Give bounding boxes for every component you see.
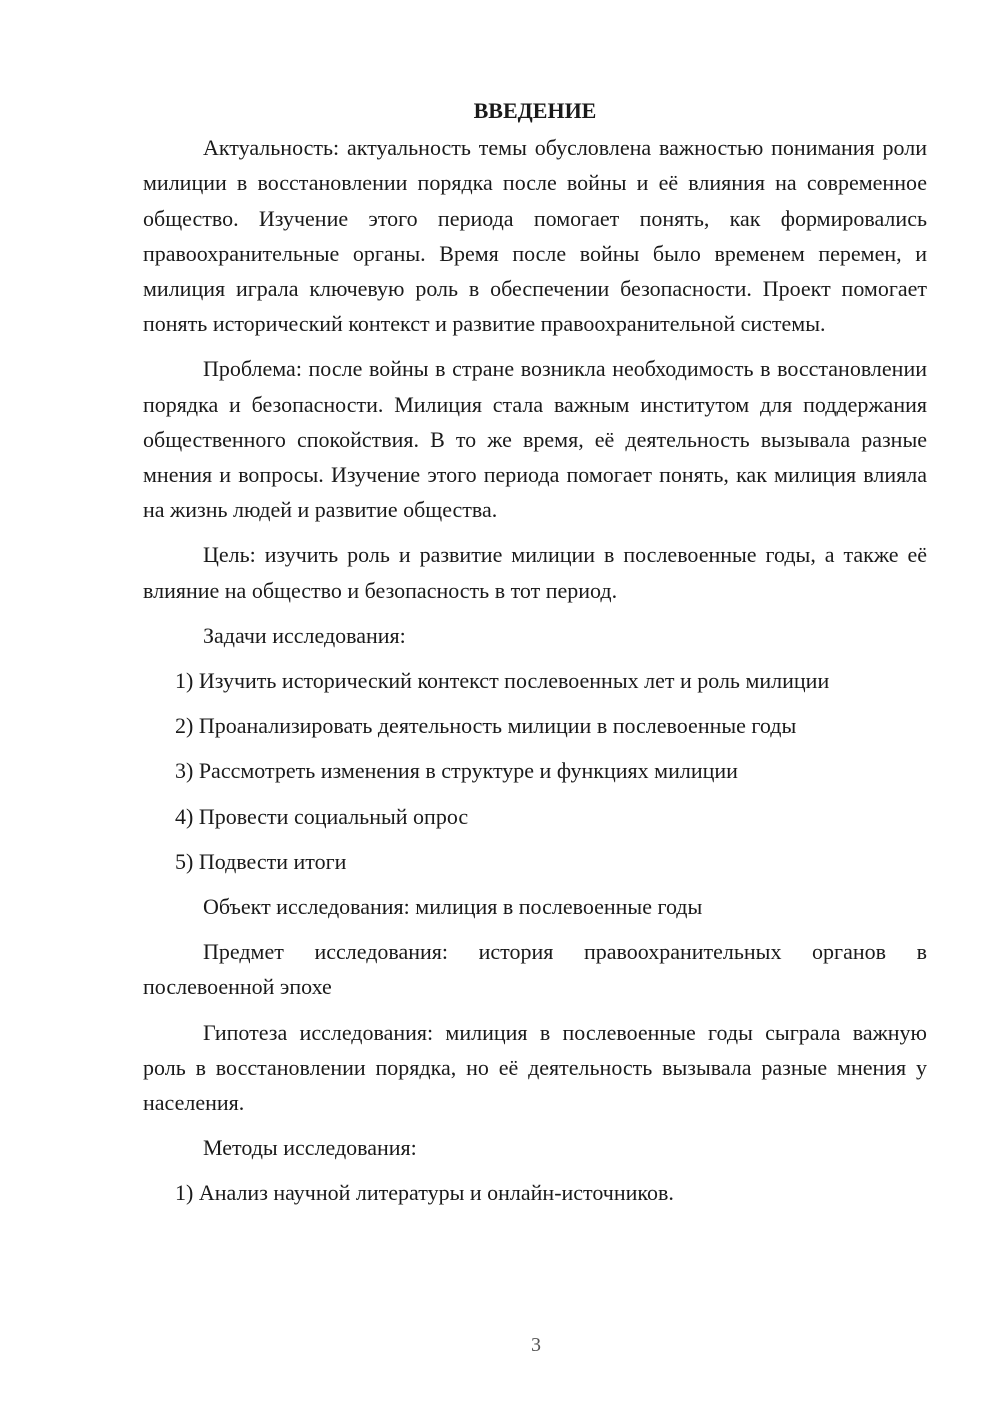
problem-paragraph: Проблема: после войны в стране возникла необходимость в восстановлении порядка и безопасности. Милиция стала важным институтом для поддержания общественного спокойствия. В то же время, её деятельность вызывала разные мнения и вопросы. Изучение этого периода помогает понять, как милиция влияла на жизнь людей и развитие общества.: [143, 356, 927, 523]
subject-paragraph: Предмет исследования: история правоохранительных органов в послевоенной эпохе: [143, 939, 927, 1000]
method-item-1: 1) Анализ научной литературы и онлайн-источников.: [175, 1180, 674, 1206]
tasks-title: Задачи исследования:: [203, 622, 406, 648]
object-line: Объект исследования: милиция в послевоенные годы: [203, 894, 703, 920]
relevance-paragraph: Актуальность: актуальность темы обусловлена важностью понимания роли милиции в восстановлении порядка после войны и её влияния на современное общество. Изучение этого периода помогает понять, как формировались правоохранительные органы. Время после войны было временем перемен, и милиция играла ключевую роль в обеспечении безопасности. Проект помогает понять исторический контекст и развитие правоохранительной системы.: [143, 135, 927, 337]
page-content: [143, 93, 927, 1221]
goal-paragraph: Цель: изучить роль и развитие милиции в послевоенные годы, а также её влияние на общество и безопасность в тот период.: [143, 542, 927, 603]
section-heading: ВВЕДЕНИЕ: [473, 98, 597, 123]
task-item-4: 4) Провести социальный опрос: [175, 803, 469, 829]
methods-title: Методы исследования:: [203, 1135, 417, 1161]
task-item-2: 2) Проанализировать деятельность милиции в послевоенные годы: [175, 713, 797, 739]
page-number: 3: [531, 1334, 541, 1356]
task-item-1: 1) Изучить исторический контекст послевоенных лет и роль милиции: [175, 668, 830, 694]
task-item-5: 5) Подвести итоги: [175, 848, 347, 874]
hypothesis-paragraph: Гипотеза исследования: милиция в послевоенные годы сыграла важную роль в восстановлении порядка, но её деятельность вызывала разные мнения у населения.: [143, 1019, 927, 1116]
task-item-3: 3) Рассмотреть изменения в структуре и функциях милиции: [175, 758, 738, 784]
